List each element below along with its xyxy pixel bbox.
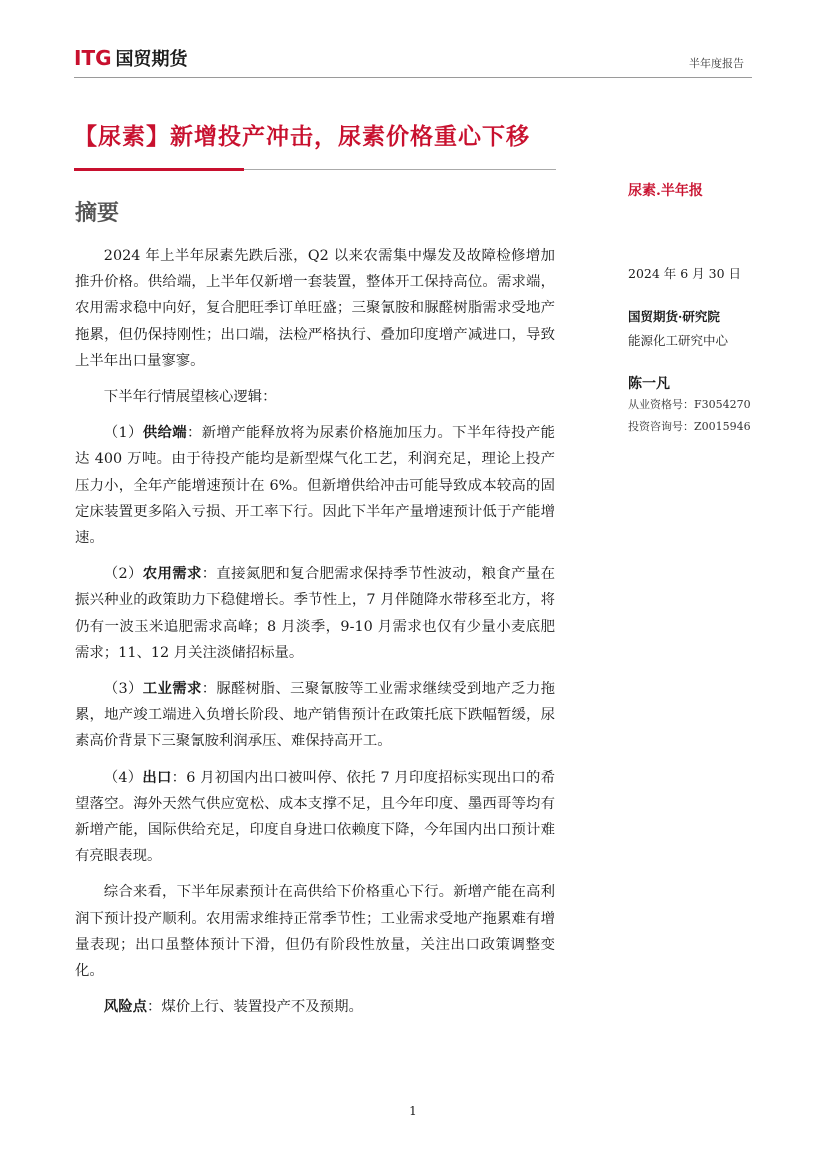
- organization-name: 国贸期货·研究院: [628, 309, 720, 324]
- point-label: 出口: [142, 769, 172, 786]
- point-label: 农用需求: [142, 566, 202, 583]
- abstract-body: [75, 243, 555, 1030]
- abstract-summary: 综合来看，下半年尿素预计在高供给下价格重心下行。新增产能在高利润下预计投产顺利。农用需求维持正常季节性；工业需求受地产拖累难有增量表现；出口虽整体预计下滑，但仍有阶段性放量，关注出口政策调整变化。: [75, 884, 555, 980]
- page-number: 1: [409, 1104, 417, 1118]
- logo-itg-text: ITG: [74, 46, 112, 70]
- report-date: 2024 年 6 月 30 日: [628, 266, 742, 281]
- point-label: 工业需求: [142, 681, 202, 698]
- point-export: [75, 765, 555, 870]
- department-name: 能源化工研究中心: [628, 333, 729, 348]
- investment-consulting-number: 投资咨询号：Z0015946: [628, 420, 751, 433]
- point-text: ：新增产能释放将为尿素价格施加压力。下半年待投产能达 400 万吨。由于待投产能均是新型煤气化工艺，利润充足，理论上投产压力小，全年产能增速预计在 6%。但新增供给冲击可能导致成本较高的固定床装置更多陷入亏损、开工率下行。因此下半年产量增速预计低于产能增速。: [75, 425, 555, 547]
- logo-company-name: 国贸期货: [115, 49, 188, 70]
- point-agri-demand: [75, 561, 555, 666]
- point-text: ：6 月初国内出口被叫停、依托 7 月印度招标实现出口的希望落空。海外天然气供应宽松、成本支撑不足，且今年印度、墨西哥等均有新增产能，国际供给充足，印度自身进口依赖度下降，今年国内出口预计难有亮眼表现。: [75, 769, 555, 865]
- risk-points: [75, 994, 555, 1020]
- point-prefix: （3）: [103, 681, 143, 698]
- risk-label: 风险点: [103, 999, 147, 1016]
- point-prefix: （1）: [103, 425, 143, 442]
- point-prefix: （2）: [103, 566, 143, 583]
- report-type-label: 半年度报告: [689, 57, 744, 70]
- point-text: ：脲醛树脂、三聚氰胺等工业需求继续受到地产乏力拖累，地产竣工端进入负增长阶段、地产销售预计在政策托底下跌幅暂缓，尿素高价背景下三聚氰胺利润承压、难保持高开工。: [75, 681, 555, 750]
- title-underline: [244, 169, 556, 170]
- title-underline-accent: [74, 168, 244, 171]
- point-supply: [75, 420, 555, 551]
- report-title: 【尿素】新增投产冲击，尿素价格重心下移: [74, 123, 530, 150]
- point-label: 供给端: [142, 425, 187, 442]
- point-text: ：直接氮肥和复合肥需求保持季节性波动，粮食产量在振兴种业的政策助力下稳健增长。季节性上，7 月伴随降水带移至北方，将仍有一波玉米追肥需求高峰；8 月淡季，9-10 月需求也仅有少量小麦底肥需求；11、12 月关注淡储招标量。: [75, 566, 555, 661]
- header-divider: [74, 77, 752, 78]
- abstract-paragraph-outlook: 下半年行情展望核心逻辑：: [103, 389, 277, 406]
- abstract-paragraph-overview: 2024 年上半年尿素先跌后涨，Q2 以来农需集中爆发及故障检修增加推升价格。供给端，上半年仅新增一套装置，整体开工保持高位。需求端，农用需求稳中向好，复合肥旺季订单旺盛；三聚氰胺和脲醛树脂需求受地产拖累，但仍保持刚性；出口端，法检严格执行、叠加印度增产减进口，导致上半年出口量寥寥。: [75, 248, 555, 369]
- company-logo: [74, 47, 188, 69]
- qualification-number: 从业资格号：F3054270: [628, 398, 751, 411]
- risk-text: ：煤价上行、装置投产不及预期。: [146, 999, 363, 1016]
- author-name: 陈一凡: [628, 376, 670, 392]
- report-category-tag: 尿素.半年报: [628, 183, 703, 199]
- point-prefix: （4）: [103, 769, 143, 786]
- abstract-heading: 摘要: [75, 200, 120, 226]
- point-industrial-demand: [75, 676, 555, 755]
